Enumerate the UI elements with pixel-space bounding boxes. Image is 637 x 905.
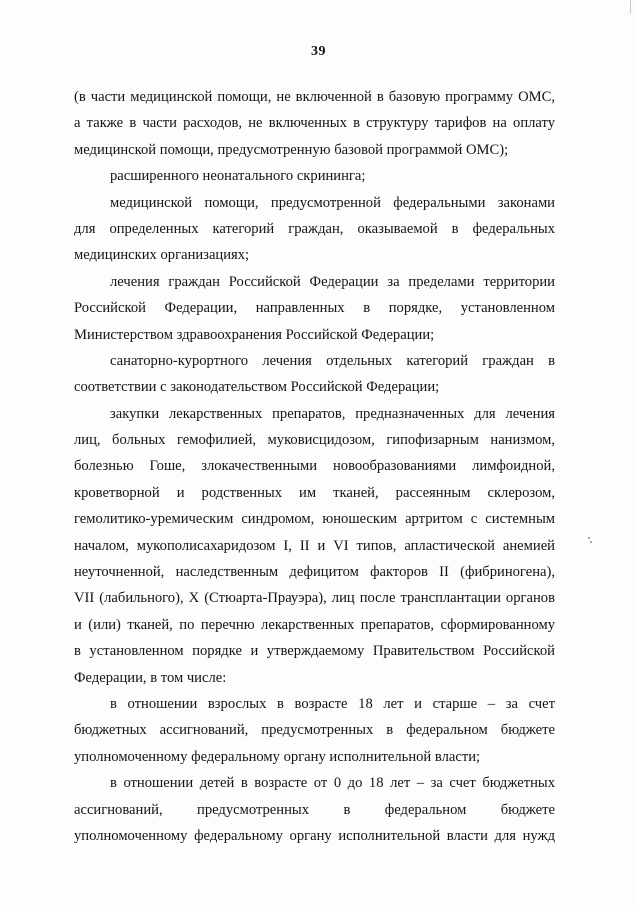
text-line: уполномоченному федеральному органу исполнительной власти; bbox=[74, 748, 481, 765]
text-line: гемолитико-уремическим синдромом, юношеским артритом с системным bbox=[74, 511, 555, 528]
text-line: Российской Федерации, направленных в порядке, установленном bbox=[74, 300, 555, 317]
text-line: расширенного неонатального скрининга; bbox=[110, 168, 366, 185]
text-line: лиц, больных гемофилией, муковисцидозом, гипофизарным нанизмом, bbox=[74, 432, 555, 449]
text-line: Министерством здравоохранения Российской Федерации; bbox=[74, 326, 435, 343]
text-line: для определенных категорий граждан, оказываемой в федеральных bbox=[74, 220, 555, 237]
text-line: уполномоченному федеральному органу исполнительной власти для нужд bbox=[74, 827, 555, 844]
text-line: в отношении детей в возрасте от 0 до 18 лет – за счет бюджетных bbox=[110, 775, 555, 792]
text-line: закупки лекарственных препаратов, предназначенных для лечения bbox=[110, 405, 555, 422]
text-line: началом, мукополисахаридозом I, II и VI типов, апластической анемией bbox=[74, 537, 555, 554]
text-line: VII (лабильного), X (Стюарта-Прауэра), лиц после трансплантации органов bbox=[74, 590, 555, 607]
text-line: бюджетных ассигнований, предусмотренных в федеральном бюджете bbox=[74, 722, 555, 739]
text-line: в установленном порядке и утверждаемому Правительством Российской bbox=[74, 643, 555, 660]
text-line: соответствии с законодательством Российской Федерации; bbox=[74, 379, 440, 396]
text-line: болезнью Гоше, злокачественными новообразованиями лимфоидной, bbox=[74, 458, 555, 475]
text-line: медицинских организациях; bbox=[74, 247, 250, 264]
text-line: неуточненной, наследственным дефицитом факторов II (фибриногена), bbox=[74, 564, 555, 581]
text-line: (в части медицинской помощи, не включенной в базовую программу ОМС, bbox=[74, 89, 555, 105]
text-line: медицинской помощи, предусмотренной федеральными законами bbox=[110, 194, 555, 211]
text-line: и (или) тканей, по перечню лекарственных препаратов, сформированному bbox=[74, 616, 555, 633]
text-line: санаторно-курортного лечения отдельных категорий граждан в bbox=[110, 352, 555, 369]
text-line: медицинской помощи, предусмотренную базовой программой ОМС); bbox=[74, 141, 509, 158]
text-line: лечения граждан Российской Федерации за пределами территории bbox=[110, 273, 555, 290]
text-line: в отношении взрослых в возрасте 18 лет и старше – за счет bbox=[110, 695, 555, 712]
text-line: ассигнований, предусмотренных в федеральном бюджете bbox=[74, 801, 555, 818]
scan-speck bbox=[590, 541, 592, 543]
text-line: кроветворной и родственных им тканей, рассеянным склерозом, bbox=[74, 484, 555, 501]
scan-speck bbox=[588, 537, 590, 539]
page-number: 39 bbox=[311, 44, 326, 59]
scan-edge-mark bbox=[626, 0, 631, 14]
text-line: Федерации, в том числе: bbox=[74, 669, 227, 686]
text-line: а также в части расходов, не включенных в структуру тарифов на оплату bbox=[74, 115, 555, 132]
document-body bbox=[74, 84, 555, 849]
